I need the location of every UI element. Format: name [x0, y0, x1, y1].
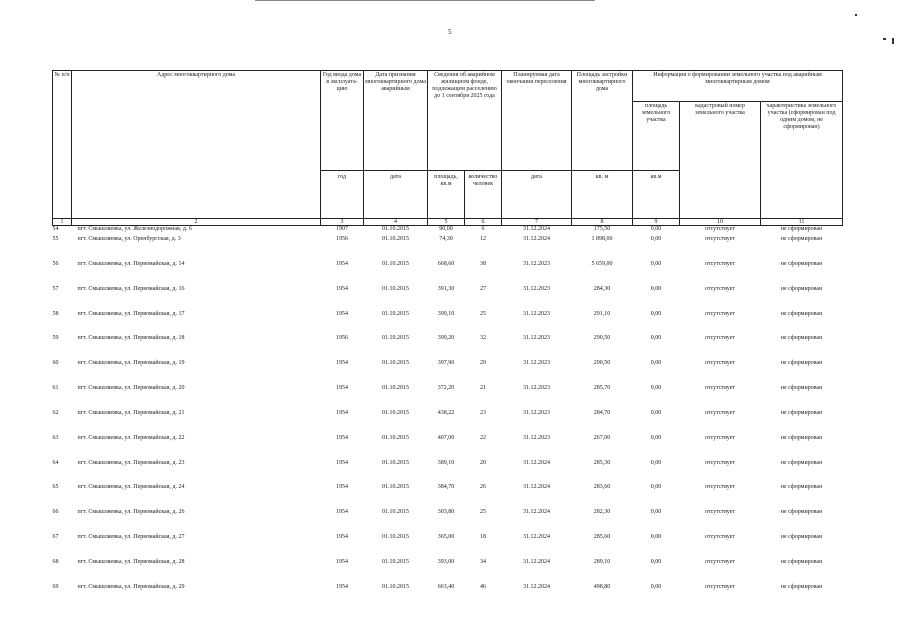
row-land-status: не сформирован — [780, 285, 823, 292]
row-year-built: 1954 — [336, 509, 348, 516]
row-cadastral: отсутствует — [704, 285, 735, 292]
row-year-built: 1954 — [336, 310, 348, 317]
row-planned-date: 31.12.2023 — [523, 260, 550, 267]
row-planned-date: 31.12.2023 — [523, 385, 550, 392]
row-number: 58 — [52, 310, 59, 317]
row-cadastral: отсутствует — [704, 260, 735, 267]
row-recognition-date: 01.10.2015 — [382, 310, 409, 317]
row-building-area: 285,60 — [593, 534, 611, 541]
scan-artifact — [892, 38, 894, 44]
unit-area: площадь, кв.м — [428, 171, 465, 219]
row-land-area: 0,00 — [650, 236, 662, 242]
row-cadastral: отсутствует — [704, 484, 735, 491]
table-row — [53, 333, 843, 358]
row-planned-date: 31.12.2024 — [523, 583, 550, 590]
row-land-area: 0,00 — [650, 260, 662, 267]
header-no: № п/п — [53, 71, 72, 219]
row-building-area: 290,50 — [593, 335, 611, 342]
row-year-built: 1954 — [336, 260, 348, 267]
column-number: 5 — [428, 219, 465, 226]
row-building-area: 5 659,00 — [591, 260, 613, 267]
row-building-area: 289,10 — [593, 558, 611, 565]
row-area: 384,70 — [437, 484, 455, 491]
table-row — [53, 234, 843, 259]
table-row — [53, 383, 843, 408]
row-cadastral: отсутствует — [704, 583, 735, 590]
row-number: 54 — [52, 226, 59, 232]
row-cadastral: отсутствует — [704, 534, 735, 541]
row-area: 399,10 — [437, 310, 455, 317]
unit-people: количество человек — [465, 171, 502, 219]
row-recognition-date: 01.10.2015 — [382, 409, 409, 416]
row-address: пгт. Смышляевка, ул. Первомайская, д. 27 — [77, 534, 185, 541]
row-building-area: 267,00 — [593, 434, 611, 441]
row-year-built: 1954 — [336, 534, 348, 541]
unit-year: год — [321, 171, 364, 219]
row-building-area: 498,80 — [593, 583, 611, 590]
row-address: пгт. Смышляевка, ул. Оренбургская, д. 3 — [77, 236, 181, 242]
table-body — [53, 226, 843, 607]
column-number: 4 — [364, 219, 428, 226]
row-land-area: 0,00 — [650, 226, 662, 232]
row-recognition-date: 01.10.2015 — [382, 558, 409, 565]
row-building-area: 283,60 — [593, 484, 611, 491]
row-planned-date: 31.12.2023 — [523, 310, 550, 317]
row-land-area: 0,00 — [650, 558, 662, 565]
row-address: пгт. Смышляевка, ул. Первомайская, д. 19 — [77, 360, 185, 367]
row-building-area: 284,30 — [593, 285, 611, 292]
row-people: 34 — [480, 558, 486, 565]
header-land-characteristic: характеристика земельного участка (сформирован под одним домом, не сформирован) — [761, 102, 843, 219]
row-building-area: 175,50 — [593, 226, 611, 232]
row-land-area: 0,00 — [650, 285, 662, 292]
row-land-area: 0,00 — [650, 360, 662, 367]
row-number: 64 — [52, 459, 59, 466]
row-land-area: 0,00 — [650, 409, 662, 416]
row-number: 63 — [52, 434, 59, 441]
header-land-area: площадь земельного участка — [633, 102, 680, 171]
unit-building-area: кв. м — [572, 171, 633, 219]
unit-planned-date: дата — [502, 171, 572, 219]
row-building-area: 291,10 — [593, 310, 611, 317]
row-planned-date: 31.12.2023 — [523, 360, 550, 367]
row-land-area: 0,00 — [650, 335, 662, 342]
row-land-area: 0,00 — [650, 509, 662, 516]
row-year-built: 1954 — [336, 558, 348, 565]
row-people: 25 — [480, 509, 486, 516]
row-address: пгт. Смышляевка, ул. Первомайская, д. 29 — [77, 583, 185, 590]
row-people: 46 — [480, 583, 486, 590]
header-planned-date: Планируемая дата окончания переселения — [502, 71, 572, 171]
row-area: 668,60 — [437, 260, 455, 267]
column-number: 9 — [633, 219, 680, 226]
row-address: пгт. Смышляевка, ул. Первомайская, д. 20 — [77, 385, 185, 392]
row-year-built: 1954 — [336, 409, 348, 416]
scan-artifact — [255, 0, 595, 1]
table-row — [53, 433, 843, 458]
emergency-housing-table — [52, 70, 843, 607]
row-land-area: 0,00 — [650, 484, 662, 491]
column-number: 7 — [502, 219, 572, 226]
table-row — [53, 532, 843, 557]
column-number: 1 — [53, 219, 72, 226]
header-land-info: Информация о формировании земельного участка под аварийным многоквартирным домом — [633, 71, 843, 102]
row-land-status: не сформирован — [780, 509, 823, 516]
row-planned-date: 31.12.2023 — [523, 335, 550, 342]
row-building-area: 1 898,00 — [591, 236, 613, 242]
row-cadastral: отсутствует — [704, 434, 735, 441]
row-number: 62 — [52, 409, 59, 416]
table-row — [53, 507, 843, 532]
row-year-built: 1954 — [336, 434, 348, 441]
table-row — [53, 358, 843, 383]
row-land-status: не сформирован — [780, 360, 823, 367]
row-number: 69 — [52, 583, 59, 590]
row-recognition-date: 01.10.2015 — [382, 385, 409, 392]
row-people: 6 — [481, 226, 485, 232]
row-people: 27 — [480, 285, 486, 292]
row-cadastral: отсутствует — [704, 236, 735, 242]
header-year-built: Год ввода дома в эксплуата-цию — [321, 71, 364, 171]
page-number: 5 — [448, 28, 452, 36]
row-land-area: 0,00 — [650, 459, 662, 466]
row-area: 372,20 — [437, 385, 455, 392]
row-land-status: не сформирован — [780, 534, 823, 541]
row-land-status: не сформирован — [780, 335, 823, 342]
row-people: 38 — [480, 260, 486, 267]
row-address: пгт. Смышляевка, ул. Первомайская, д. 22 — [77, 434, 185, 441]
row-land-status: не сформирован — [780, 434, 823, 441]
column-number: 8 — [572, 219, 633, 226]
row-building-area: 282,30 — [593, 509, 611, 516]
row-address: пгт. Смышляевка, ул. Первомайская, д. 21 — [77, 409, 185, 416]
row-recognition-date: 01.10.2015 — [382, 434, 409, 441]
row-land-status: не сформирован — [780, 583, 823, 590]
row-cadastral: отсутствует — [704, 385, 735, 392]
row-people: 32 — [480, 335, 486, 342]
row-building-area: 285,70 — [593, 385, 611, 392]
header-cadastral: кадастровый номер земельного участка — [680, 102, 761, 219]
row-number: 67 — [52, 534, 59, 541]
row-land-status: не сформирован — [780, 385, 823, 392]
row-cadastral: отсутствует — [704, 310, 735, 317]
row-land-area: 0,00 — [650, 310, 662, 317]
row-recognition-date: 01.10.2015 — [382, 484, 409, 491]
table-row — [53, 582, 843, 607]
row-planned-date: 31.12.2023 — [523, 285, 550, 292]
table-row — [53, 309, 843, 334]
row-number: 56 — [52, 260, 59, 267]
housing-table — [52, 70, 842, 607]
row-number: 59 — [52, 335, 59, 342]
row-year-built: 1954 — [336, 583, 348, 590]
row-number: 57 — [52, 285, 59, 292]
row-number: 60 — [52, 360, 59, 367]
row-number: 65 — [52, 484, 59, 491]
row-year-built: 1954 — [336, 459, 348, 466]
row-number: 66 — [52, 509, 59, 516]
row-recognition-date: 01.10.2015 — [382, 509, 409, 516]
row-people: 25 — [480, 310, 486, 317]
row-cadastral: отсутствует — [704, 459, 735, 466]
row-people: 22 — [480, 434, 486, 441]
row-recognition-date: 01.10.2015 — [382, 360, 409, 367]
table-row — [53, 259, 843, 284]
row-area: 438,22 — [437, 409, 455, 416]
column-number: 3 — [321, 219, 364, 226]
row-recognition-date: 01.10.2015 — [382, 260, 409, 267]
row-land-area: 0,00 — [650, 534, 662, 541]
row-recognition-date: 01.10.2015 — [382, 459, 409, 466]
row-year-built: 1907 — [336, 226, 348, 232]
column-number: 11 — [761, 219, 843, 226]
row-people: 12 — [480, 236, 486, 242]
header-recognition-date: Дата признания многоквартирного дома аварийным — [364, 71, 428, 171]
row-address: пгт. Смышляевка, ул. Первомайская, д. 26 — [77, 509, 185, 516]
header-row-main — [53, 71, 843, 102]
row-planned-date: 31.12.2024 — [523, 459, 550, 466]
header-building-area: Площадь застройки многоквартирного дома — [572, 71, 633, 171]
row-cadastral: отсутствует — [704, 558, 735, 565]
table-row — [53, 557, 843, 582]
row-people: 20 — [480, 459, 486, 466]
row-land-area: 0,00 — [650, 434, 662, 441]
row-planned-date: 31.12.2024 — [523, 509, 550, 516]
row-address: пгт. Смышляевка, ул. Первомайская, д. 28 — [77, 558, 185, 565]
row-land-status: не сформирован — [780, 236, 823, 242]
row-area: 663,40 — [437, 583, 455, 590]
row-people: 29 — [480, 360, 486, 367]
row-people: 26 — [480, 484, 486, 491]
row-area: 389,10 — [437, 459, 455, 466]
scan-artifact — [855, 14, 857, 16]
table-row — [53, 408, 843, 433]
row-address: пгт. Смышляевка, ул. Первомайская, д. 23 — [77, 459, 185, 466]
row-cadastral: отсутствует — [704, 335, 735, 342]
row-land-status: не сформирован — [780, 226, 823, 232]
row-recognition-date: 01.10.2015 — [382, 583, 409, 590]
row-area: 393,00 — [437, 558, 455, 565]
row-area: 74,30 — [439, 236, 453, 242]
header-emergency-info: Сведения об аварийном жилищном фонде, подлежащем расселению до 1 сентября 2025 года — [428, 71, 502, 171]
row-number: 68 — [52, 558, 59, 565]
row-area: 407,00 — [437, 434, 455, 441]
row-address: пгт. Смышляевка, ул. Первомайская, д. 17 — [77, 310, 185, 317]
row-planned-date: 31.12.2024 — [523, 558, 550, 565]
table-row — [53, 482, 843, 507]
row-land-area: 0,00 — [650, 385, 662, 392]
row-address: пгт. Смышляевка, ул. Железнодорожная, д. 6 — [77, 226, 192, 232]
row-building-area: 290,50 — [593, 360, 611, 367]
row-area: 391,30 — [437, 285, 455, 292]
row-planned-date: 31.12.2023 — [523, 409, 550, 416]
row-area: 303,80 — [437, 509, 455, 516]
row-year-built: 1954 — [336, 385, 348, 392]
column-number: 2 — [72, 219, 321, 226]
row-recognition-date: 01.10.2015 — [382, 236, 409, 242]
table-row — [53, 458, 843, 483]
table-row — [53, 284, 843, 309]
row-year-built: 1954 — [336, 484, 348, 491]
row-area: 397,90 — [437, 360, 455, 367]
row-planned-date: 31.12.2023 — [523, 434, 550, 441]
row-people: 18 — [480, 534, 486, 541]
row-land-status: не сформирован — [780, 260, 823, 267]
row-land-status: не сформирован — [780, 310, 823, 317]
row-number: 55 — [52, 236, 59, 242]
row-cadastral: отсутствует — [704, 509, 735, 516]
row-land-area: 0,00 — [650, 583, 662, 590]
unit-date: дата — [364, 171, 428, 219]
row-year-built: 1954 — [336, 360, 348, 367]
row-recognition-date: 01.10.2015 — [382, 285, 409, 292]
row-area: 90,00 — [439, 226, 453, 232]
row-building-area: 284,70 — [593, 409, 611, 416]
row-address: пгт. Смышляевка, ул. Первомайская, д. 18 — [77, 335, 185, 342]
row-year-built: 1956 — [336, 335, 348, 342]
unit-land-area: кв.м — [633, 171, 680, 219]
row-area: 399,20 — [437, 335, 455, 342]
table-row — [53, 226, 843, 235]
scan-artifact — [883, 38, 886, 40]
row-address: пгт. Смышляевка, ул. Первомайская, д. 16 — [77, 285, 185, 292]
row-land-status: не сформирован — [780, 558, 823, 565]
row-land-status: не сформирован — [780, 459, 823, 466]
row-building-area: 285,30 — [593, 459, 611, 466]
row-planned-date: 31.12.2024 — [523, 484, 550, 491]
row-planned-date: 31.12.2024 — [523, 534, 550, 541]
row-address: пгт. Смышляевка, ул. Первомайская, д. 24 — [77, 484, 185, 491]
row-area: 365,00 — [437, 534, 455, 541]
row-planned-date: 31.12.2024 — [523, 226, 550, 232]
row-cadastral: отсутствует — [704, 226, 735, 232]
row-planned-date: 31.12.2024 — [523, 236, 550, 242]
header-address: Адрес многоквартирного дома — [72, 71, 321, 219]
column-number: 6 — [465, 219, 502, 226]
row-year-built: 1954 — [336, 285, 348, 292]
row-land-status: не сформирован — [780, 484, 823, 491]
row-cadastral: отсутствует — [704, 360, 735, 367]
row-recognition-date: 01.10.2015 — [382, 534, 409, 541]
row-number: 61 — [52, 385, 59, 392]
row-address: пгт. Смышляевка, ул. Первомайская, д. 14 — [77, 260, 185, 267]
row-cadastral: отсутствует — [704, 409, 735, 416]
row-people: 21 — [480, 385, 486, 392]
row-recognition-date: 01.10.2015 — [382, 226, 409, 232]
row-land-status: не сформирован — [780, 409, 823, 416]
column-number: 10 — [680, 219, 761, 226]
row-year-built: 1956 — [336, 236, 348, 242]
row-people: 23 — [480, 409, 486, 416]
row-recognition-date: 01.10.2015 — [382, 335, 409, 342]
header-row-column-numbers — [53, 219, 843, 226]
